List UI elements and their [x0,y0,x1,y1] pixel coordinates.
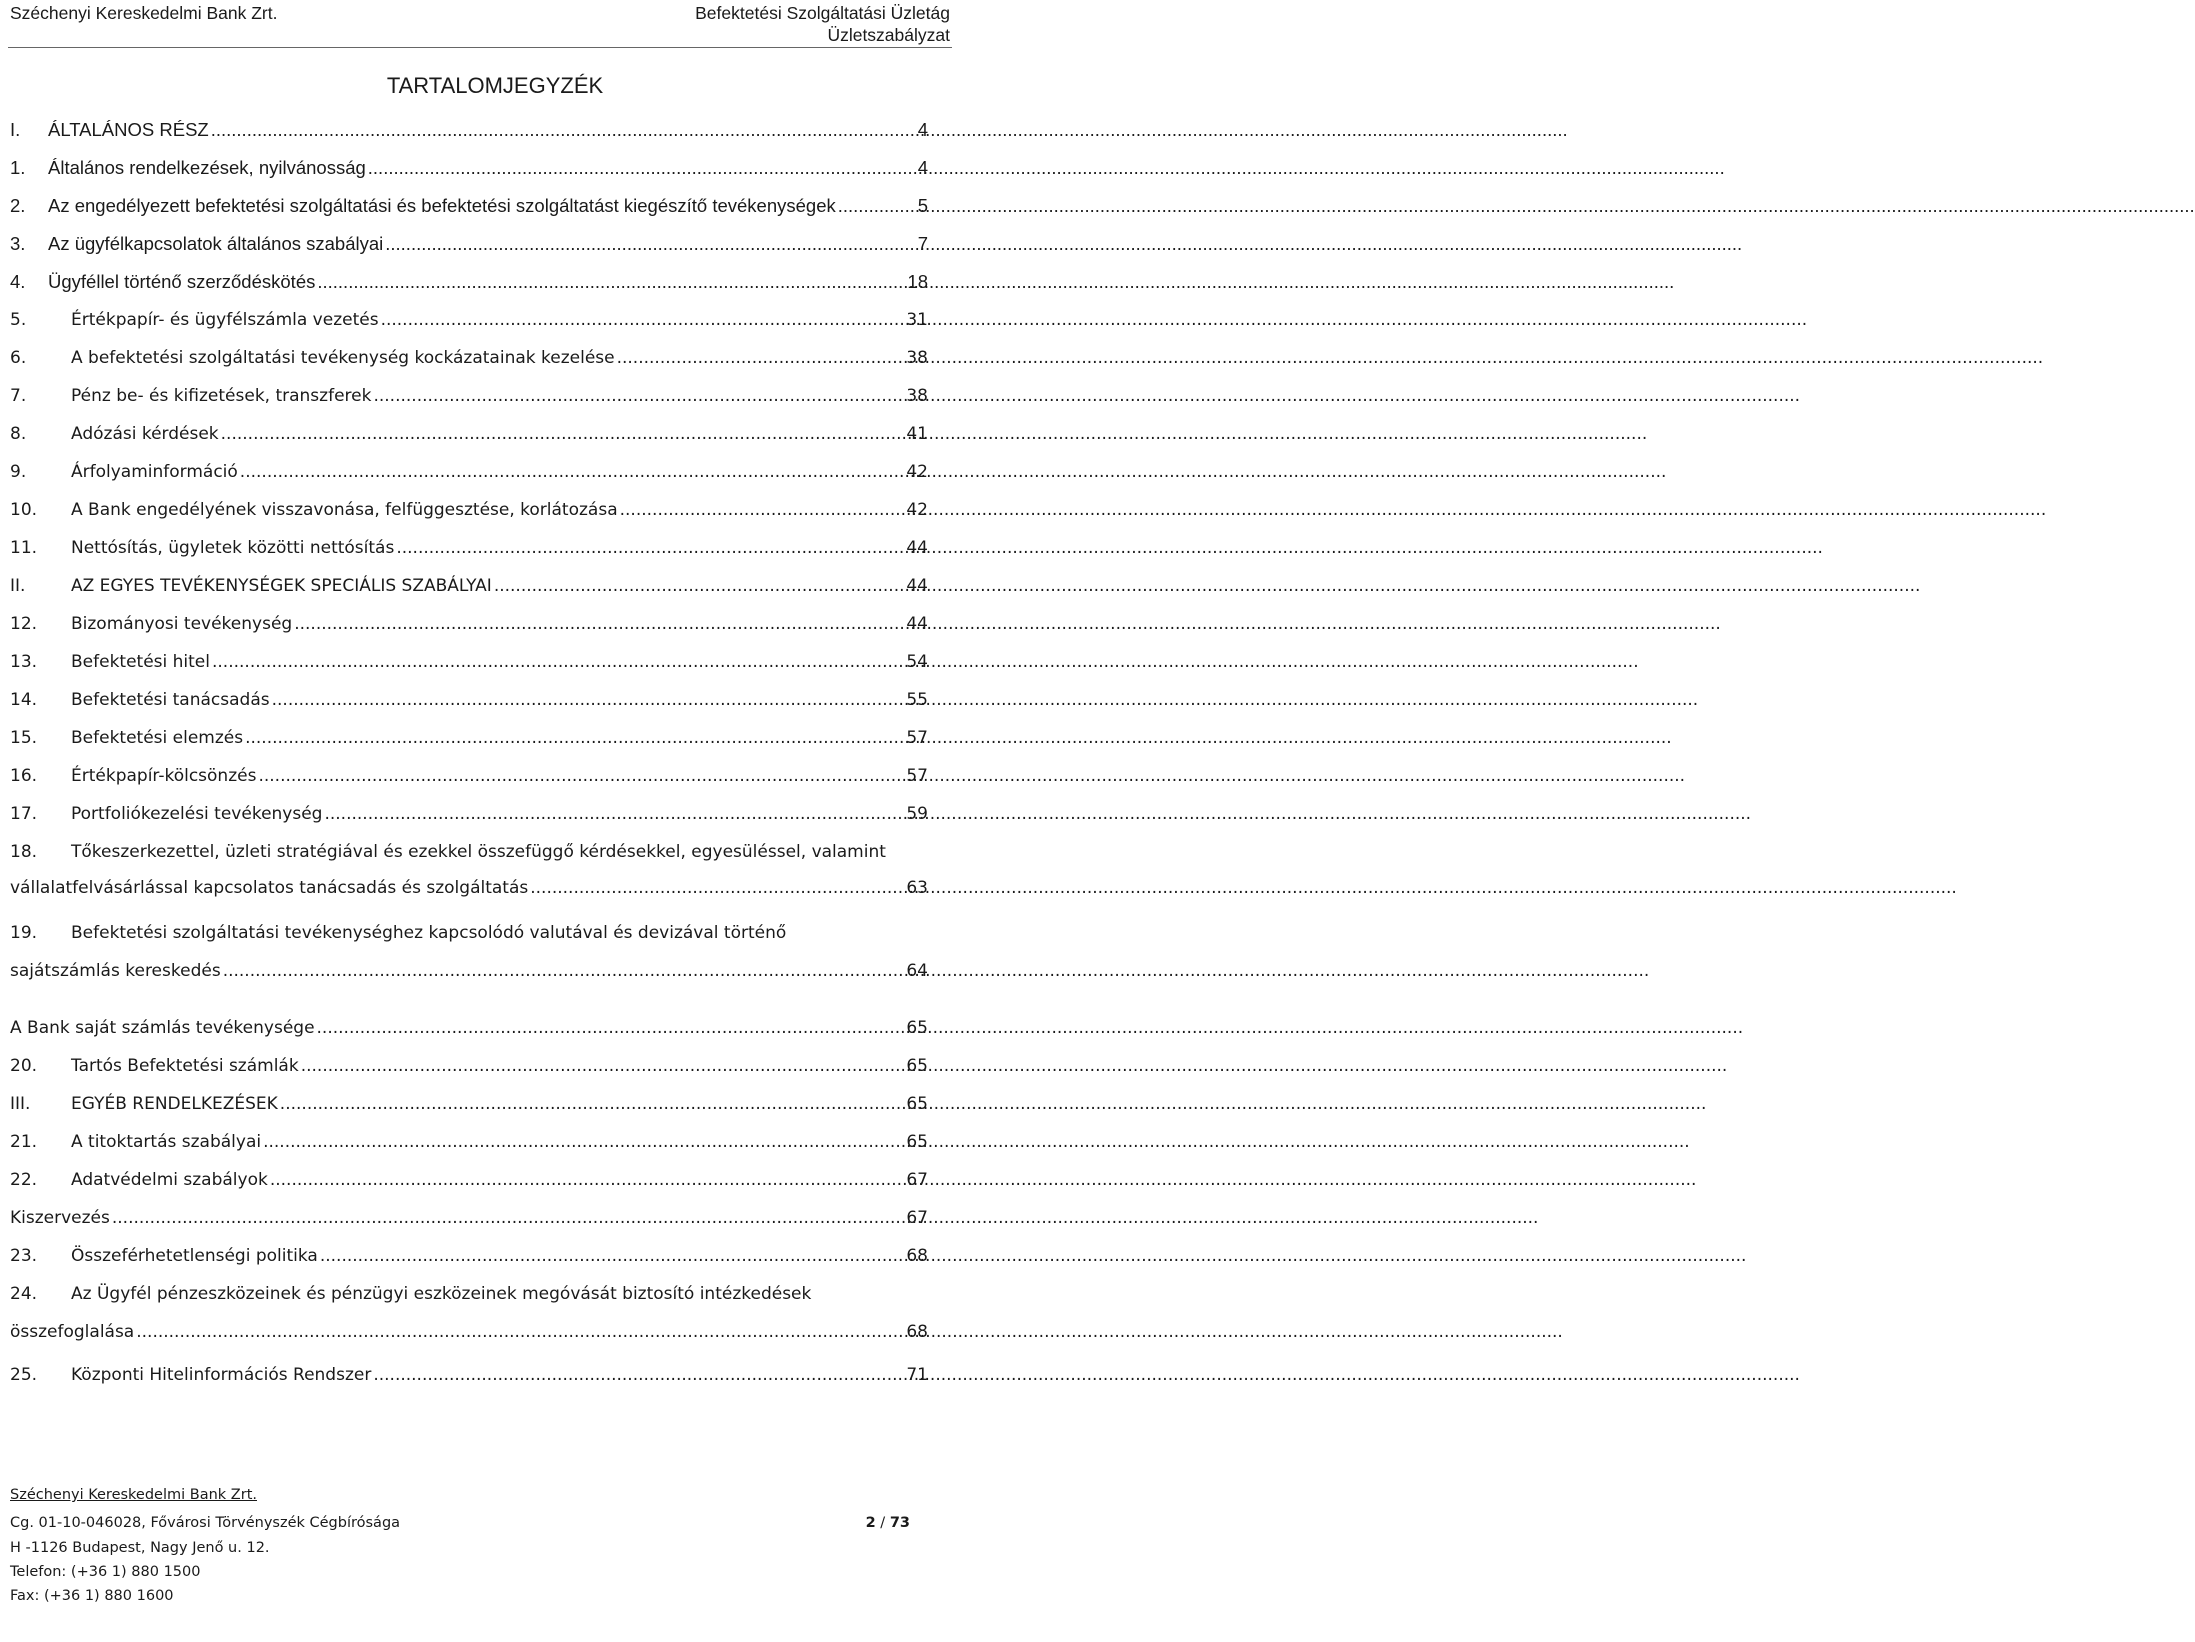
toc-entry-page: 38 [906,348,928,368]
toc-entry[interactable] [10,270,928,294]
header-division [695,2,950,46]
toc-entry-title: A befektetési szolgáltatási tevékenység kockázatainak kezelése [71,348,615,368]
toc-entry-number: 5. [10,310,27,330]
toc-leader-dots [373,384,904,408]
toc-entry-page: 67 [906,1208,928,1228]
toc-leader-dots [240,460,905,484]
toc-entry-number: 15. [10,728,38,748]
toc-entry-page: 38 [906,386,928,406]
toc-entry-title: Portfoliókezelési tevékenység [71,804,323,824]
toc-entry-number: 16. [10,766,38,786]
toc-leader-dots [373,1363,904,1387]
toc-entry[interactable] [10,1130,928,1154]
toc-entry-page: 65 [906,1094,928,1114]
header-document-name: Üzletszabályzat [827,25,950,45]
toc-entry-number: 19. [10,923,38,943]
toc-entry[interactable] [10,232,928,256]
toc-leader-dots [280,1092,905,1116]
toc-entry-title: Összeférhetetlenségi politika [71,1246,318,1266]
toc-entry[interactable] [10,612,928,636]
toc-entry-number: 14. [10,690,38,710]
footer-registry: Cg. 01-10-046028, Fővárosi Törvényszék Cégbírósága [10,1515,401,1531]
toc-entry[interactable] [10,1054,928,1078]
toc-entry[interactable] [10,1282,928,1344]
toc-entry-title: Befektetési tanácsadás [71,690,270,710]
toc-leader-dots [301,1054,905,1078]
toc-entry-number: 24. [10,1284,38,1304]
toc-entry-title: Pénz be- és kifizetések, transzferek [71,386,372,406]
toc-entry[interactable] [10,840,928,900]
toc-leader-dots [136,1320,904,1344]
toc-entry-number: 4. [10,271,26,292]
toc-entry-page: 42 [906,462,928,482]
toc-entry-number: 20. [10,1056,38,1076]
toc-entry-number: 12. [10,614,38,634]
toc-entry[interactable] [10,384,928,408]
toc-leader-dots [324,802,904,826]
toc-entry-title: Adatvédelmi szabályok [71,1170,268,1190]
toc-leader-dots [270,1168,905,1192]
toc-entry-title: ÁLTALÁNOS RÉSZ [48,119,209,140]
toc-entry-page: 68 [906,1322,928,1342]
page-separator: / [875,1515,890,1531]
toc-title: TARTALOMJEGYZÉK [386,73,604,98]
footer-phone: Telefon: (+36 1) 880 1500 [10,1564,201,1580]
toc-entry-page: 41 [906,424,928,444]
toc-entry-title: Általános rendelkezések, nyilvánosság [48,157,366,178]
toc-entry-page: 4 [917,157,928,178]
toc-entry-number: 1. [10,157,26,178]
toc-entry[interactable] [10,194,928,218]
toc-entry-page: 65 [906,1018,928,1038]
toc-leader-dots [317,270,905,294]
toc-entry-number: 25. [10,1365,38,1385]
toc-entry-number: II. [10,576,26,596]
toc-entry[interactable] [10,156,928,180]
toc-entry-title: Árfolyaminformáció [71,462,238,482]
toc-entry-page: 57 [906,728,928,748]
toc-entry-number: 18. [10,842,38,862]
toc-leader-dots [272,688,905,712]
toc-entry-number: 3. [10,233,26,254]
toc-entry-page: 44 [906,576,928,596]
toc-entry-page: 67 [906,1170,928,1190]
page-number [866,1513,910,1533]
toc-entry-title: Befektetési elemzés [71,728,244,748]
toc-entry-title-continued: összefoglalása [10,1322,135,1342]
toc-entry-title: Befektetési hitel [71,652,210,672]
toc-entry-number: 22. [10,1170,38,1190]
toc-entry-page: 57 [906,766,928,786]
page-current: 2 [865,1515,876,1531]
toc-leader-dots [263,1130,904,1154]
toc-leader-dots [838,194,916,218]
toc-entry[interactable] [10,308,928,332]
toc-entry-page: 59 [906,804,928,824]
toc-entry[interactable] [10,1092,928,1116]
toc-entry[interactable] [10,422,928,446]
toc-entry-title: Értékpapír-kölcsönzés [71,766,257,786]
toc-leader-dots [212,650,904,674]
toc-entry-number: 2. [10,195,26,216]
toc-entry-title: A Bank engedélyének visszavonása, felfüggesztése, korlátozása [71,500,618,520]
toc-leader-dots [368,156,916,180]
toc-entry[interactable] [10,764,928,788]
toc-entry-number: 8. [10,424,27,444]
toc-leader-dots [245,726,904,750]
footer-bank-name: Széchenyi Kereskedelmi Bank Zrt. [10,1487,257,1503]
toc-entry-title: Befektetési szolgáltatási tevékenységhez kapcsolódó valutával és devizával történő [71,923,787,943]
toc-entry-page: 7 [917,233,928,254]
toc-leader-dots [223,959,905,983]
toc-entry[interactable] [10,1244,928,1268]
toc-entry-number: 23. [10,1246,38,1266]
toc-leader-dots [211,118,916,142]
toc-entry-title-continued: vállalatfelvásárlással kapcsolatos tanácsadás és szolgáltatás [10,878,529,898]
toc-entry-title: EGYÉB RENDELKEZÉSEK [71,1094,278,1114]
toc-entry[interactable] [10,1206,928,1230]
toc-entry-title: Értékpapír- és ügyfélszámla vezetés [71,310,379,330]
header-company: Széchenyi Kereskedelmi Bank Zrt. [10,3,278,23]
toc-leader-dots [381,308,905,332]
toc-entry-number: I. [10,119,21,140]
toc-entry-title: Nettósítás, ügyletek közötti nettósítás [71,538,395,558]
toc-entry[interactable] [10,346,928,370]
toc-entry-number: 21. [10,1132,38,1152]
toc-leader-dots [396,536,904,560]
toc-leader-dots [320,1244,905,1268]
toc-entry-number: 11. [10,538,38,558]
toc-leader-dots [317,1016,905,1040]
toc-entry-page: 63 [906,878,928,898]
toc-entry-page: 71 [906,1365,928,1385]
toc-entry[interactable] [10,802,928,826]
toc-entry-page: 31 [906,310,928,330]
toc-entry[interactable] [10,1168,928,1192]
toc-entry-number: 13. [10,652,38,672]
toc-entry[interactable] [10,1016,928,1040]
toc-entry-page: 68 [906,1246,928,1266]
toc-entry-page: 55 [906,690,928,710]
toc-entry-title: A titoktartás szabályai [71,1132,262,1152]
toc-entry[interactable] [10,460,928,484]
toc-leader-dots [112,1206,905,1230]
toc-leader-dots [620,498,905,522]
toc-leader-dots [221,422,905,446]
toc-entry-number: 9. [10,462,27,482]
toc-entry[interactable] [10,118,928,142]
toc-entry-title: Központi Hitelinformációs Rendszer [71,1365,372,1385]
toc-entry-page: 65 [906,1132,928,1152]
toc-leader-dots [258,764,904,788]
toc-entry-title: Kiszervezés [10,1208,110,1228]
toc-entry-page: 42 [906,500,928,520]
footer-address: H -1126 Budapest, Nagy Jenő u. 12. [10,1540,270,1556]
toc-entry-title: Ügyféllel történő szerződéskötés [48,271,316,292]
toc-entry[interactable] [10,650,928,674]
toc-entry[interactable] [10,921,928,983]
page-total: 73 [889,1515,910,1531]
toc-entry-title: Az ügyfélkapcsolatok általános szabályai [48,233,384,254]
toc-entry-title: Bizományosi tevékenység [71,614,293,634]
toc-entry[interactable] [10,536,928,560]
header-divider [8,47,952,48]
toc-entry-number: III. [10,1094,31,1114]
toc-entry[interactable] [10,726,928,750]
toc-entry-title: Tartós Befektetési számlák [71,1056,299,1076]
toc-entry-title: Adózási kérdések [71,424,219,444]
toc-leader-dots [617,346,905,370]
toc-entry[interactable] [10,574,928,598]
toc-entry-page: 44 [906,538,928,558]
toc-entry-title-continued: sajátszámlás kereskedés [10,961,221,981]
toc-entry-page: 5 [917,195,928,216]
toc-leader-dots [294,612,904,636]
toc-entry-title: A Bank saját számlás tevékenysége [10,1018,315,1038]
toc-entry-number: 10. [10,500,38,520]
toc-entry-page: 4 [917,119,928,140]
toc-entry-page: 44 [906,614,928,634]
toc-entry[interactable] [10,498,928,522]
toc-entry-title: AZ EGYES TEVÉKENYSÉGEK SPECIÁLIS SZABÁLYAI [71,576,492,596]
toc-entry-title: Tőkeszerkezettel, üzleti stratégiával és ezekkel összefüggő kérdésekkel, egyesüléssel, valamint [71,842,886,862]
toc-entry-page: 54 [906,652,928,672]
toc-entry-number: 17. [10,804,38,824]
toc-entry[interactable] [10,1363,928,1387]
toc-entry-page: 65 [906,1056,928,1076]
toc-entry-number: 7. [10,386,27,406]
header-division-name: Befektetési Szolgáltatási Üzletág [695,3,950,23]
toc-entry-title: Az engedélyezett befektetési szolgáltatási és befektetési szolgáltatást kiegészítő tevékenységek [48,195,836,216]
toc-entry-page: 18 [907,271,928,292]
toc-leader-dots [385,232,915,256]
toc-entry[interactable] [10,688,928,712]
footer-fax: Fax: (+36 1) 880 1600 [10,1588,174,1604]
toc-leader-dots [494,574,905,598]
toc-entry-number: 6. [10,348,27,368]
toc-entry-title: Az Ügyfél pénzeszközeinek és pénzügyi eszközeinek megóvását biztosító intézkedések [71,1284,812,1304]
toc-entry-page: 64 [906,961,928,981]
toc-leader-dots [530,876,904,900]
